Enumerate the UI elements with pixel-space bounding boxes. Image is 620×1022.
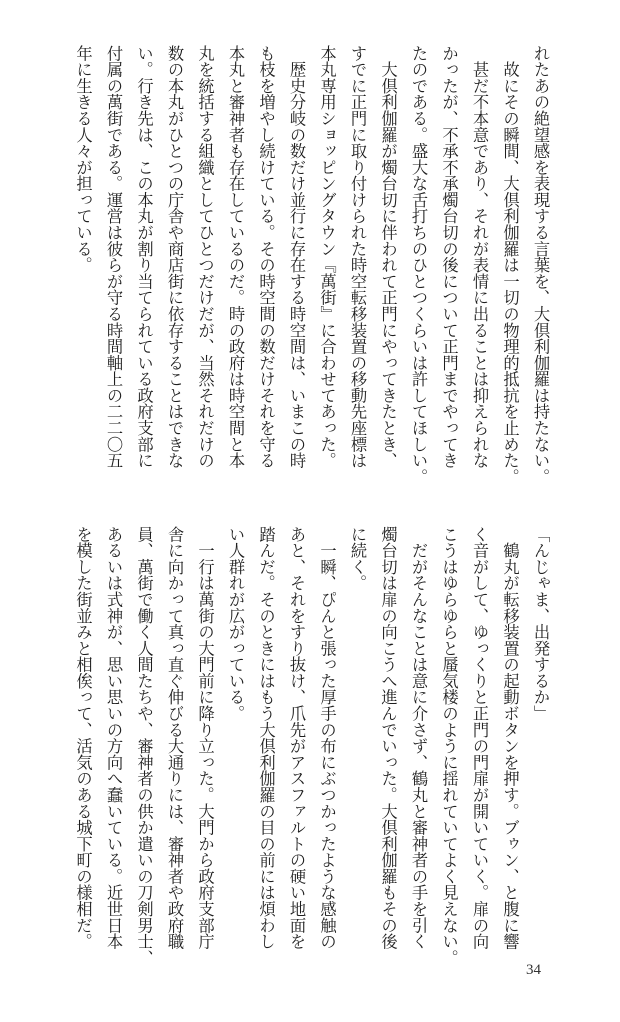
text-line: 甚だ不本意であり、それが表情に出ることは抑えられな: [470, 45, 489, 469]
text-line: こうはゆらゆらと蜃気楼のように揺れていてよく見えない。: [439, 526, 459, 966]
text-line: 本丸専用ショッピングタウン『萬街』に合わせてあった。: [317, 45, 337, 469]
text-line: 大倶利伽羅が燭台切に伴われて正門にやってきたとき、: [378, 45, 398, 469]
text-line: 数の本丸がひとつの庁舎や商店街に依存することはできな: [165, 45, 184, 469]
text-line: 年に生きる人々が担っている。: [73, 45, 93, 274]
text-line: 歴史分岐の数だけ並行に存在する時空間は、いまこの時: [287, 45, 306, 469]
text-line: 一行は萬街の大門前に降り立った。大門から政府支部庁: [195, 526, 215, 950]
bottom-text-block: [65, 526, 555, 966]
text-line: かったが、不承不承燭台切の後について正門までやってき: [439, 45, 459, 469]
text-line: あるいは式神が、思い思いの方向へ蠢いている。近世日本: [104, 526, 123, 950]
text-line: い人群れが広がっている。: [226, 526, 245, 722]
text-line: を模した街並みと相俟って、活気のある城下町の様相だ。: [73, 526, 93, 950]
text-line: も枝を増やし続けている。その時空間の数だけそれを守る: [256, 45, 276, 469]
text-line: すでに正門に取り付けられた時空転移装置の移動先座標は: [348, 45, 367, 469]
text-line: 燭台切は扉の向こうへ進んでいった。大倶利伽羅もその後: [378, 526, 398, 950]
text-line: に続く。: [348, 526, 367, 592]
text-line: 一瞬、ぴんと張った厚手の布にぶつかったような感触の: [317, 526, 337, 950]
text-line: 本丸と審神者も存在しているのだ。時の政府は時空間と本: [226, 45, 245, 469]
page-number: 34: [526, 962, 541, 978]
text-line: たのである。盛大な舌打ちのひとつくらいは許してほしい。: [409, 45, 428, 485]
text-line: 故にその瞬間、大倶利伽羅は一切の物理的抵抗を止めた。: [500, 45, 520, 485]
text-line: い。行き先は、この本丸が割り当てられている政府支部に: [134, 45, 154, 469]
text-line: 鶴丸が転移装置の起動ボタンを押す。ブゥン、と腹に響: [500, 526, 520, 950]
text-line: 舎に向かって真っ直ぐ伸びる大通りには、審神者や政府職: [165, 526, 184, 950]
text-line: 「んじゃま、出発するか」: [531, 526, 550, 722]
text-line: く音がして、ゆっくりと正門の門扉が開いていく。扉の向: [470, 526, 489, 950]
text-line: れたあの絶望感を表現する言葉を、大倶利伽羅は持たない。: [531, 45, 550, 485]
text-line: 踏んだ。そのときにはもう大倶利伽羅の目の前には煩わし: [256, 526, 276, 950]
text-line: 丸を統括する組織としてひとつだけだが、当然それだけの: [195, 45, 215, 469]
top-text-block: [65, 45, 555, 485]
text-line: 付属の萬街である。運営は彼らが守る時間軸上の二二〇五: [104, 45, 123, 469]
text-line: だがそんなことは意に介さず、鶴丸と審神者の手を引く: [409, 526, 428, 950]
text-line: あと、それをすり抜け、爪先がアスファルトの硬い地面を: [287, 526, 306, 950]
text-line: 員、萬街で働く人間たちや、審神者の供か遣いの刀剣男士、: [134, 526, 154, 966]
